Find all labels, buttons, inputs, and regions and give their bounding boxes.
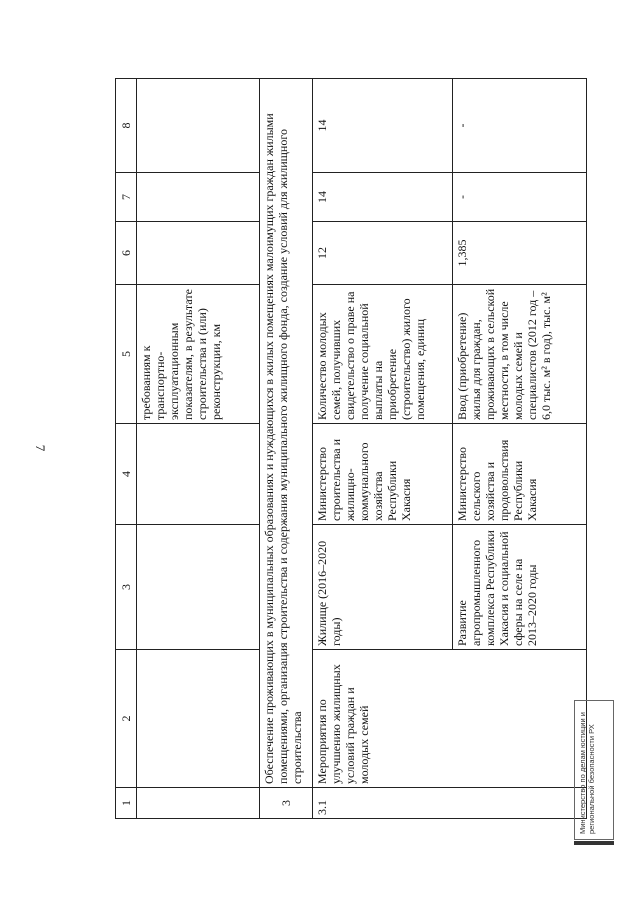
header-row bbox=[116, 79, 137, 819]
header-cell: 4 bbox=[116, 424, 137, 525]
program-cell: Развитие агропромышленного комплекса Республики Хакасия и социальной сферы на селе на 2013–2020 годы bbox=[453, 525, 587, 650]
value-cell: - bbox=[453, 79, 587, 173]
section-row bbox=[260, 79, 313, 819]
table-cell bbox=[137, 650, 260, 788]
table-cell bbox=[137, 525, 260, 650]
header-cell: 5 bbox=[116, 285, 137, 424]
table-cell bbox=[137, 788, 260, 819]
header-cell: 7 bbox=[116, 173, 137, 222]
executor-cell: Министерство сельского хозяйства и продовольствия Республики Хакасия bbox=[453, 424, 587, 525]
table-cell bbox=[137, 424, 260, 525]
rotated-table-wrapper bbox=[115, 79, 586, 819]
program-table bbox=[115, 78, 587, 819]
indicator-cell: требованиям к транспортно-эксплуатационным показателям, в результате строительства и (или) реконструкции, км bbox=[137, 285, 260, 424]
continuation-row bbox=[137, 79, 260, 819]
measure-cell: Мероприятия по улучшению жилищных условий граждан и молодых семей bbox=[313, 650, 587, 788]
table-cell bbox=[137, 79, 260, 173]
executor-cell: Министерство строительства и жилищно-коммунального хозяйства Республики Хакасия bbox=[313, 424, 453, 525]
value-cell: 1,385 bbox=[453, 222, 587, 285]
table-row bbox=[313, 79, 453, 819]
value-cell: 14 bbox=[313, 79, 453, 173]
section-number: 3 bbox=[260, 788, 313, 819]
header-cell: 6 bbox=[116, 222, 137, 285]
table-cell bbox=[137, 173, 260, 222]
page-number: 7 bbox=[33, 444, 48, 452]
table-cell bbox=[137, 222, 260, 285]
stamp-text: Министерство по делам юстиции и региональной безопасности РХ bbox=[578, 712, 596, 834]
stamp-bar bbox=[574, 841, 614, 845]
indicator-cell: Количество молодых семей, получивших свидетельство о праве на получение социальной выплаты на приобретение (строительство) жилого помещения, единиц bbox=[313, 285, 453, 424]
value-cell: 12 bbox=[313, 222, 453, 285]
header-cell: 3 bbox=[116, 525, 137, 650]
row-number: 3.1 bbox=[313, 788, 587, 819]
header-cell: 2 bbox=[116, 650, 137, 788]
header-cell: 1 bbox=[116, 788, 137, 819]
indicator-cell: Ввод (приобретение) жилья для граждан, проживающих в сельской местности, в том числе молодых семей и специалистов (2012 год – 6,0 тыс. м² в год), тыс. м² bbox=[453, 285, 587, 424]
registration-stamp bbox=[574, 700, 614, 840]
program-cell: Жилище (2016–2020 годы) bbox=[313, 525, 453, 650]
value-cell: - bbox=[453, 173, 587, 222]
value-cell: 14 bbox=[313, 173, 453, 222]
header-cell: 8 bbox=[116, 79, 137, 173]
section-title: Обеспечение проживающих в муниципальных образованиях и нуждающихся в жилых помещениях малоимущих граждан жилыми помещениями, организация строительства и содержания муниципального жилищного фонда, создание условий для жилищного строительства bbox=[260, 79, 313, 788]
